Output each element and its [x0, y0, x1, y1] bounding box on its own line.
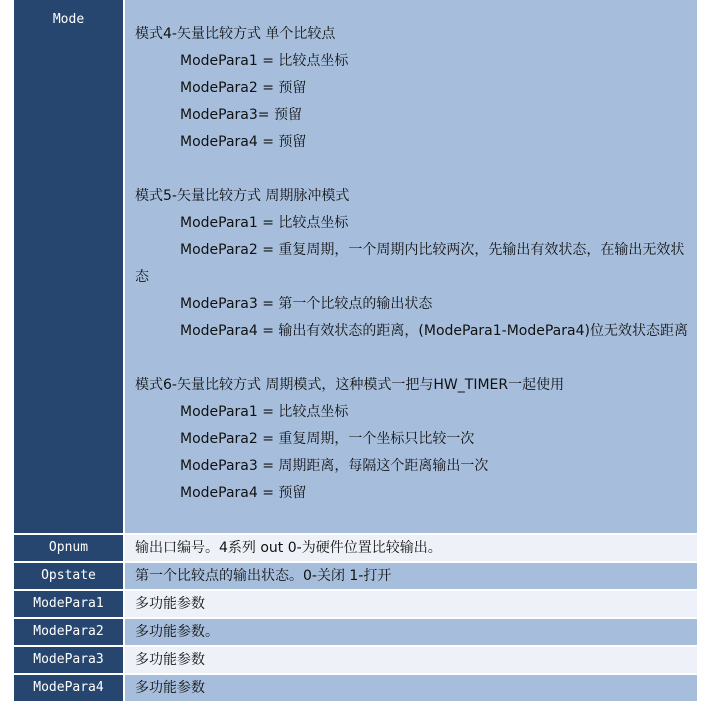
mode5-para1: ModePara1 = 比较点坐标 [180, 215, 349, 231]
spacer [135, 156, 691, 183]
param-name-modepara1: ModePara1 [14, 591, 125, 617]
spacer [135, 345, 691, 372]
mode5-para3: ModePara3 = 第一个比较点的输出状态 [180, 296, 433, 312]
mode4-para2: ModePara2 = 预留 [180, 80, 307, 96]
param-desc-modepara2: 多功能参数。 [125, 619, 697, 645]
mode6-para3: ModePara3 = 周期距离，每隔这个距离输出一次 [180, 458, 489, 474]
mode6-para2: ModePara2 = 重复周期，一个坐标只比较一次 [180, 431, 475, 447]
param-name-modepara2: ModePara2 [14, 619, 125, 645]
mode4-title: 模式4-矢量比较方式 单个比较点 [135, 26, 336, 42]
table-row-modepara3 [14, 647, 697, 675]
param-desc-modepara1: 多功能参数 [125, 591, 697, 617]
param-name-opnum: Opnum [14, 535, 125, 561]
mode6-para4: ModePara4 = 预留 [180, 485, 307, 501]
table-row-modepara2 [14, 619, 697, 647]
param-desc-opnum: 输出口编号。4系列 out 0-为硬件位置比较输出。 [125, 535, 697, 561]
mode6-title: 模式6-矢量比较方式 周期模式，这种模式一把与HW_TIMER一起使用 [135, 377, 565, 393]
param-name-opstate: Opstate [14, 563, 125, 589]
param-name-modepara3: ModePara3 [14, 647, 125, 673]
param-desc-modepara4: 多功能参数 [125, 675, 697, 701]
param-name-modepara4: ModePara4 [14, 675, 125, 701]
table-row-mode [14, 0, 697, 535]
param-desc-mode [125, 0, 697, 533]
mode4-para1: ModePara1 = 比较点坐标 [180, 53, 349, 69]
table-row-opstate [14, 563, 697, 591]
param-name-mode: Mode [14, 0, 125, 533]
table-row-opnum [14, 535, 697, 563]
mode6-para1: ModePara1 = 比较点坐标 [180, 404, 349, 420]
param-desc-opstate: 第一个比较点的输出状态。0-关闭 1-打开 [125, 563, 697, 589]
table-row-modepara4 [14, 675, 697, 703]
param-desc-modepara3: 多功能参数 [125, 647, 697, 673]
mode5-para2: ModePara2 = 重复周期，一个周期内比较两次，先输出有效状态，在输出无效状态 [135, 242, 685, 285]
mode5-para4: ModePara4 = 输出有效状态的距离，(ModePara1-ModePara4)位无效状态距离 [180, 323, 688, 339]
mode4-para3: ModePara3= 预留 [180, 107, 302, 123]
table-row-modepara1 [14, 591, 697, 619]
mode5-title: 模式5-矢量比较方式 周期脉冲模式 [135, 188, 350, 204]
parameter-table [14, 0, 697, 703]
mode4-para4: ModePara4 = 预留 [180, 134, 307, 150]
